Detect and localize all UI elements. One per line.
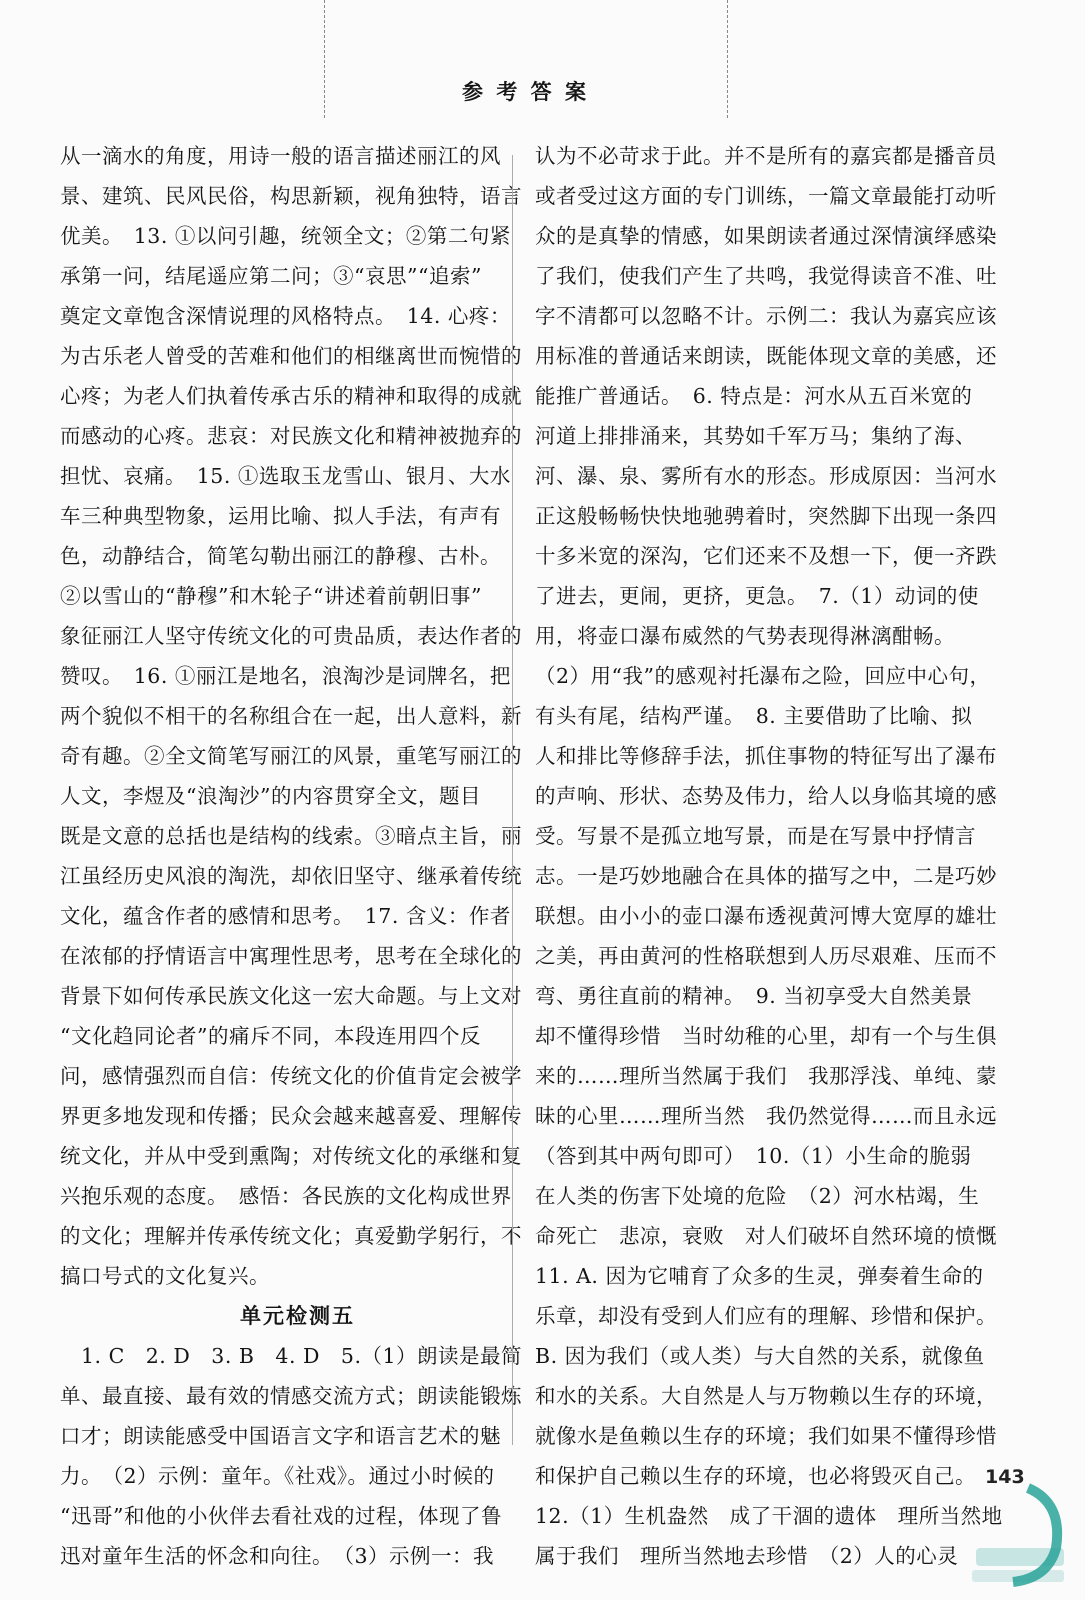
text-line: 众的是真挚的情感，如果朗读者通过深情演绎感染 bbox=[535, 224, 997, 248]
text-line: 两个貌似不相干的名称组合在一起，出人意料，新 bbox=[60, 704, 522, 728]
left-text-column bbox=[60, 136, 535, 1576]
text-line: 就像水是鱼赖以生存的环境；我们如果不懂得珍惜 bbox=[535, 1424, 997, 1448]
text-line: ②以雪山的“静穆”和木轮子“讲述着前朝旧事” bbox=[60, 584, 482, 608]
text-line: 既是文意的总括也是结构的线索。③暗点主旨，丽 bbox=[60, 824, 522, 848]
text-line: 用标准的普通话来朗读，既能体现文章的美感，还 bbox=[535, 344, 997, 368]
text-line: 却不懂得珍惜 当时幼稚的心里，却有一个与生俱 bbox=[535, 1024, 997, 1048]
text-line: 河、瀑、泉、雾所有水的形态。形成原因：当河水 bbox=[535, 464, 997, 488]
text-line: 能推广普通话。 6. 特点是：河水从五百米宽的 bbox=[535, 384, 973, 408]
right-text-column bbox=[535, 136, 1003, 1576]
text-line: 车三种典型物象，运用比喻、拟人手法，有声有 bbox=[60, 504, 501, 528]
text-line: 用，将壶口瀑布威然的气势表现得淋漓酣畅。 bbox=[535, 624, 955, 648]
text-line: 承第一问，结尾遥应第二问；③“哀思”“追索” bbox=[60, 264, 482, 288]
text-line: 了进去，更闹，更挤，更急。 7.（1）动词的使 bbox=[535, 584, 979, 608]
text-line: 色，动静结合，简笔勾勒出丽江的静穆、古朴。 bbox=[60, 544, 501, 568]
section-title: 单元检测五 bbox=[240, 1304, 355, 1328]
binding-guide-right bbox=[727, 0, 728, 118]
text-line: 界更多地发现和传播；民众会越来越喜爱、理解传 bbox=[60, 1104, 522, 1128]
text-line: 兴抱乐观的态度。 感悟：各民族的文化构成世界 bbox=[60, 1184, 512, 1208]
text-line: 之美，再由黄河的性格联想到人历尽艰难、压而不 bbox=[535, 944, 997, 968]
text-line: 心疼；为老人们执着传承古乐的精神和取得的成就 bbox=[60, 384, 522, 408]
text-line: 迅对童年生活的怀念和向往。 （3）示例一：我 bbox=[60, 1544, 495, 1568]
text-line: 志。一是巧妙地融合在具体的描写之中，二是巧妙 bbox=[535, 864, 997, 888]
text-line: 赞叹。 16. ①丽江是地名，浪淘沙是词牌名，把 bbox=[60, 664, 511, 688]
text-line: 12.（1）生机盎然 成了干涸的遗体 理所当然地 bbox=[535, 1504, 1003, 1528]
text-line: 河道上排排涌来，其势如千军万马；集纳了海、 bbox=[535, 424, 976, 448]
text-line: 优美。 13. ①以问引趣，统领全文；②第二句紧 bbox=[60, 224, 511, 248]
text-line: 昧的心里……理所当然 我仍然觉得……而且永远 bbox=[535, 1104, 997, 1128]
text-line: 搞口号式的文化复兴。 bbox=[60, 1264, 270, 1288]
text-line: 有头有尾，结构严谨。 8. 主要借助了比喻、拟 bbox=[535, 704, 973, 728]
text-line: 命死亡 悲凉，衰败 对人们破坏自然环境的愤慨 bbox=[535, 1224, 997, 1248]
text-line: 背景下如何传承民族文化这一宏大命题。与上文对 bbox=[60, 984, 522, 1008]
text-line: 弯、勇往直前的精神。 9. 当初享受大自然美景 bbox=[535, 984, 973, 1008]
watermark-logo-icon bbox=[968, 1478, 1068, 1588]
text-line: 单、最直接、最有效的情感交流方式；朗读能锻炼 bbox=[60, 1384, 522, 1408]
text-line: 问，感情强烈而自信：传统文化的价值肯定会被学 bbox=[60, 1064, 522, 1088]
text-line: 担忧、哀痛。 15. ①选取玉龙雪山、银月、大水 bbox=[60, 464, 511, 488]
text-line: 在浓郁的抒情语言中寓理性思考，思考在全球化的 bbox=[60, 944, 522, 968]
text-line: 的文化；理解并传承传统文化；真爱勤学躬行，不 bbox=[60, 1224, 522, 1248]
text-line: 江虽经历史风浪的淘洗，却依旧坚守、继承着传统 bbox=[60, 864, 522, 888]
text-line: 象征丽江人坚守传统文化的可贵品质，表达作者的 bbox=[60, 624, 522, 648]
text-line: 力。 （2）示例：童年。《社戏》。通过小时候的 bbox=[60, 1464, 495, 1488]
text-line: 和保护自己赖以生存的环境，也必将毁灭自己。 bbox=[535, 1464, 976, 1488]
text-line: “文化趋同论者”的痛斥不同，本段连用四个反 bbox=[60, 1024, 481, 1048]
text-line: 和水的关系。大自然是人与万物赖以生存的环境， bbox=[535, 1384, 997, 1408]
text-line: B. 因为我们（或人类）与大自然的关系，就像鱼 bbox=[535, 1344, 985, 1368]
text-line: “迅哥”和他的小伙伴去看社戏的过程，体现了鲁 bbox=[60, 1504, 502, 1528]
text-line: 人和排比等修辞手法，抓住事物的特征写出了瀑布 bbox=[535, 744, 997, 768]
text-line: （2）用“我”的感观衬托瀑布之险，回应中心句， bbox=[535, 664, 991, 688]
text-line: 十多米宽的深沟，它们还来不及想一下，便一齐跌 bbox=[535, 544, 997, 568]
text-line: 人文，李煜及“浪淘沙”的内容贯穿全文，题目 bbox=[60, 784, 481, 808]
text-line: 乐章，却没有受到人们应有的理解、珍惜和保护。 bbox=[535, 1304, 997, 1328]
text-line: 而感动的心疼。悲哀：对民族文化和精神被抛弃的 bbox=[60, 424, 522, 448]
text-line: 联想。由小小的壶口瀑布透视黄河博大宽厚的雄壮 bbox=[535, 904, 997, 928]
page-header: 参 考 答 案 bbox=[462, 80, 589, 104]
text-line: 奇有趣。②全文简笔写丽江的风景，重笔写丽江的 bbox=[60, 744, 522, 768]
text-line: 属于我们 理所当然地去珍惜 （2）人的心灵 bbox=[535, 1544, 959, 1568]
text-line: 1. C 2. D 3. B 4. D 5.（1）朗读是最简 bbox=[60, 1344, 523, 1368]
text-line: 认为不必苛求于此。并不是所有的嘉宾都是播音员 bbox=[535, 144, 997, 168]
text-line: 11. A. 因为它哺育了众多的生灵，弹奏着生命的 bbox=[535, 1264, 984, 1288]
text-line: 从一滴水的角度，用诗一般的语言描述丽江的风 bbox=[60, 144, 501, 168]
text-line: 的声响、形状、态势及伟力，给人以身临其境的感 bbox=[535, 784, 997, 808]
column-divider bbox=[512, 155, 513, 1445]
text-line: 来的……理所当然属于我们 我那浮浅、单纯、蒙 bbox=[535, 1064, 997, 1088]
text-line: 受。写景不是孤立地写景，而是在写景中抒情言 bbox=[535, 824, 976, 848]
text-line: 或者受过这方面的专门训练，一篇文章最能打动听 bbox=[535, 184, 997, 208]
text-line: 统文化，并从中受到熏陶；对传统文化的承继和复 bbox=[60, 1144, 522, 1168]
text-line: 为古乐老人曾受的苦难和他们的相继离世而惋惜的 bbox=[60, 344, 522, 368]
text-line: 奠定文章饱含深情说理的风格特点。 14. 心疼： bbox=[60, 304, 511, 328]
text-line: 景、建筑、民风民俗，构思新颖，视角独特，语言 bbox=[60, 184, 522, 208]
text-line: （答到其中两句即可） 10.（1）小生命的脆弱 bbox=[535, 1144, 972, 1168]
text-line: 字不清都可以忽略不计。示例二：我认为嘉宾应该 bbox=[535, 304, 997, 328]
text-line: 了我们，使我们产生了共鸣，我觉得读音不准、吐 bbox=[535, 264, 997, 288]
text-line: 文化，蕴含作者的感情和思考。 17. 含义：作者 bbox=[60, 904, 511, 928]
text-line: 口才；朗读能感受中国语言文字和语言艺术的魅 bbox=[60, 1424, 501, 1448]
text-line: 在人类的伤害下处境的危险 （2）河水枯竭，生 bbox=[535, 1184, 980, 1208]
text-line: 正这般畅畅快快地驰骋着时，突然脚下出现一条四 bbox=[535, 504, 997, 528]
page-number: 143 bbox=[985, 1466, 1025, 1488]
